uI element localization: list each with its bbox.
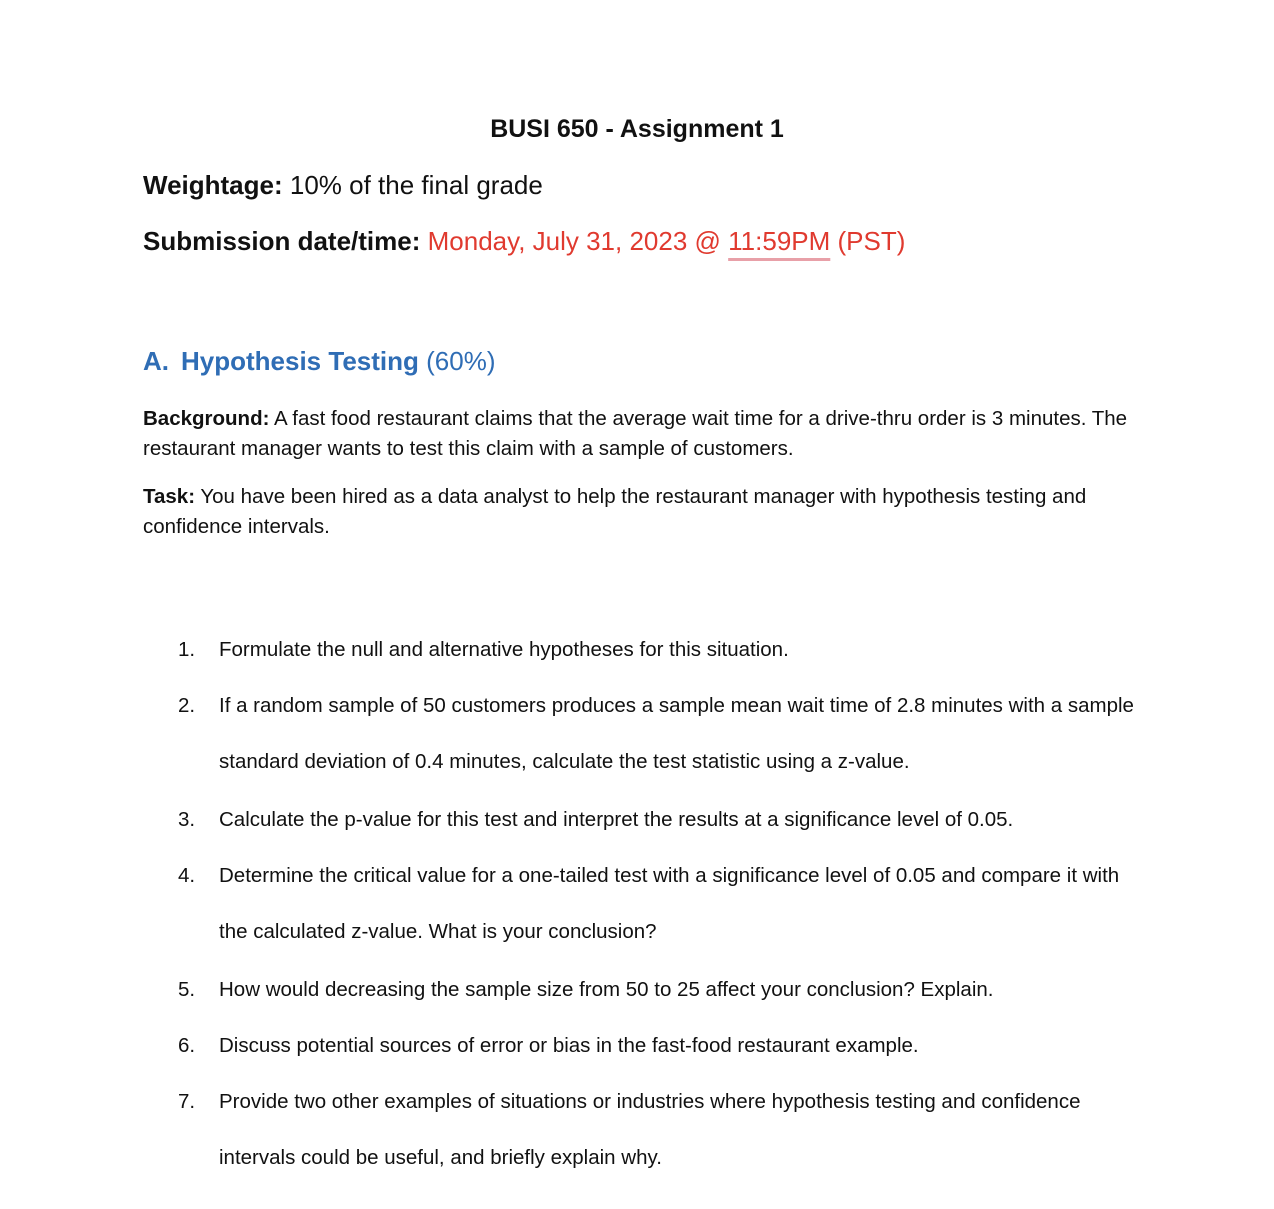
question-text: Determine the critical value for a one-tailed test with a significance level of 0.05 and compare it with the calculated z-value. What is your conclusion? xyxy=(219,864,1120,943)
question-text: Formulate the null and alternative hypotheses for this situation. xyxy=(219,638,789,661)
question-item xyxy=(178,1018,1138,1074)
submission-date-prefix: Monday, July 31, 2023 @ xyxy=(427,226,729,256)
question-item xyxy=(178,848,1138,960)
submission-timezone: (PST) xyxy=(830,226,906,256)
question-text: Calculate the p-value for this test and interpret the results at a significance level of 0.05. xyxy=(219,808,1014,831)
question-text: Discuss potential sources of error or bias in the fast-food restaurant example. xyxy=(219,1034,919,1057)
question-number: 6. xyxy=(178,1034,196,1057)
question-number: 7. xyxy=(178,1090,196,1113)
question-number: 4. xyxy=(178,864,196,887)
background-label: Background: xyxy=(143,407,270,430)
background-text: A fast food restaurant claims that the average wait time for a drive-thru order is 3 minutes. The restaurant manager wants to test this claim with a sample of customers. xyxy=(143,407,1128,460)
task-paragraph xyxy=(143,482,1143,542)
question-item xyxy=(178,1074,1138,1186)
background-paragraph xyxy=(143,404,1143,464)
task-label: Task: xyxy=(143,485,196,508)
section-a-number: A. xyxy=(143,346,169,376)
question-item xyxy=(178,792,1138,848)
question-text: Provide two other examples of situations or industries where hypothesis testing and confidence intervals could be useful, and briefly explain why. xyxy=(219,1090,1081,1169)
document-title: BUSI 650 - Assignment 1 xyxy=(490,115,784,143)
question-item xyxy=(178,678,1138,790)
weightage-label: Weightage: xyxy=(143,170,283,200)
submission-line xyxy=(143,224,905,258)
section-a-heading xyxy=(143,344,495,378)
question-number: 3. xyxy=(178,808,196,831)
section-a-name: Hypothesis Testing xyxy=(181,346,419,376)
question-text: If a random sample of 50 customers produces a sample mean wait time of 2.8 minutes with a sample standard deviation of 0.4 minutes, calculate the test statistic using a z-value. xyxy=(219,694,1134,773)
section-a-weight: (60%) xyxy=(426,346,496,376)
weightage-value: 10% of the final grade xyxy=(289,170,543,200)
question-number: 1. xyxy=(178,638,196,661)
question-text: How would decreasing the sample size from 50 to 25 affect your conclusion? Explain. xyxy=(219,978,994,1001)
question-number: 2. xyxy=(178,694,196,717)
submission-label: Submission date/time: xyxy=(143,226,421,256)
submission-time: 11:59PM xyxy=(728,226,831,256)
question-number: 5. xyxy=(178,978,196,1001)
weightage-line xyxy=(143,168,543,202)
question-item xyxy=(178,962,1138,1018)
question-item xyxy=(178,622,1138,678)
submission-date xyxy=(428,226,906,256)
task-text: You have been hired as a data analyst to help the restaurant manager with hypothesis testing and confidence intervals. xyxy=(143,485,1087,538)
